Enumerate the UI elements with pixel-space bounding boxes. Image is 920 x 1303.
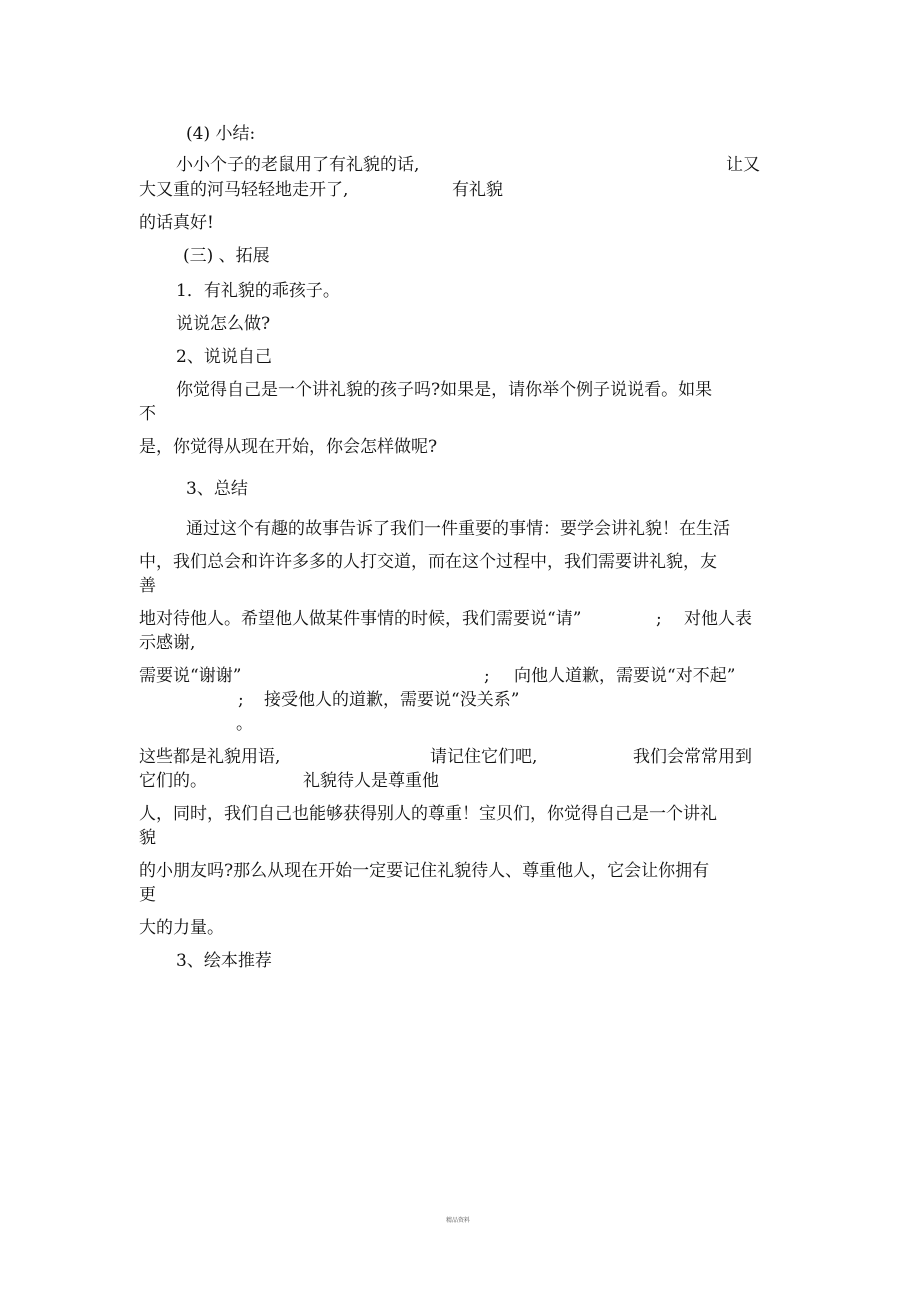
summary-line4-e: 接受他人的道歉，需要说“没关系” (264, 690, 520, 710)
section3-heading: (三) 、拓展 (183, 246, 270, 266)
summary-line5-e: 礼貌待人是尊重他 (303, 771, 439, 791)
section4-line2-b: 有礼貌 (452, 180, 503, 200)
section3-item2-line1-wrap: 不 (139, 404, 156, 424)
summary-line4-b: ; (484, 666, 490, 686)
section4-line1-a: 小小个子的老鼠用了有礼貌的话, (176, 155, 420, 175)
summary-line4-d: ; (238, 690, 244, 710)
summary-line1: 通过这个有趣的故事告诉了我们一件重要的事情：要学会讲礼貌！在生活 (186, 519, 730, 539)
summary-line4-a: 需要说“谢谢” (139, 666, 242, 686)
section3-item2-line1: 你觉得自己是一个讲礼貌的孩子吗?如果是，请你举个例子说说看。如果 (176, 380, 713, 400)
summary-line7-wrap: 更 (139, 885, 156, 905)
summary-line3-b: ; (656, 609, 662, 629)
summary-line5-c: 我们会常常用到 (633, 747, 752, 767)
page-footer: 精品资料 (446, 1217, 471, 1224)
section3-item1-sub: 说说怎么做? (176, 314, 271, 334)
section3-item2-line2: 是，你觉得从现在开始，你会怎样做呢? (139, 437, 438, 457)
summary-line3-d: 示感谢, (139, 633, 196, 653)
summary-line2: 中，我们总会和许许多多的人打交道，而在这个过程中，我们需要讲礼貌，友 (139, 552, 717, 572)
recommend-heading: 3、绘本推荐 (176, 951, 272, 971)
summary-line2-wrap: 善 (139, 576, 156, 596)
summary-heading: 3、总结 (186, 479, 248, 499)
summary-line6-wrap: 貌 (139, 828, 156, 848)
summary-line4-c: 向他人道歉，需要说“对不起” (514, 666, 736, 686)
summary-line5-d: 它们的。 (139, 771, 207, 791)
section3-item1: 1．有礼貌的乖孩子。 (176, 281, 340, 301)
section3-item2: 2、说说自己 (176, 347, 272, 367)
summary-line5-a: 这些都是礼貌用语, (139, 747, 281, 767)
summary-line4-f: 。 (236, 714, 253, 734)
summary-line5-b: 请记住它们吧, (430, 747, 538, 767)
summary-line7: 的小朋友吗?那么从现在开始一定要记住礼貌待人、尊重他人，它会让你拥有 (139, 861, 710, 881)
section4-heading: (4) 小结: (186, 124, 256, 144)
summary-line3-c: 对他人表 (684, 609, 752, 629)
section4-line3: 的话真好! (139, 213, 214, 233)
summary-line8: 大的力量。 (139, 918, 224, 938)
section4-line1-b: 让又 (726, 155, 760, 175)
section4-line2-a: 大又重的河马轻轻地走开了, (139, 180, 349, 200)
summary-line6: 人，同时，我们自己也能够获得别人的尊重！宝贝们，你觉得自己是一个讲礼 (139, 804, 717, 824)
summary-line3-a: 地对待他人。希望他人做某件事情的时候，我们需要说“请” (139, 609, 582, 629)
